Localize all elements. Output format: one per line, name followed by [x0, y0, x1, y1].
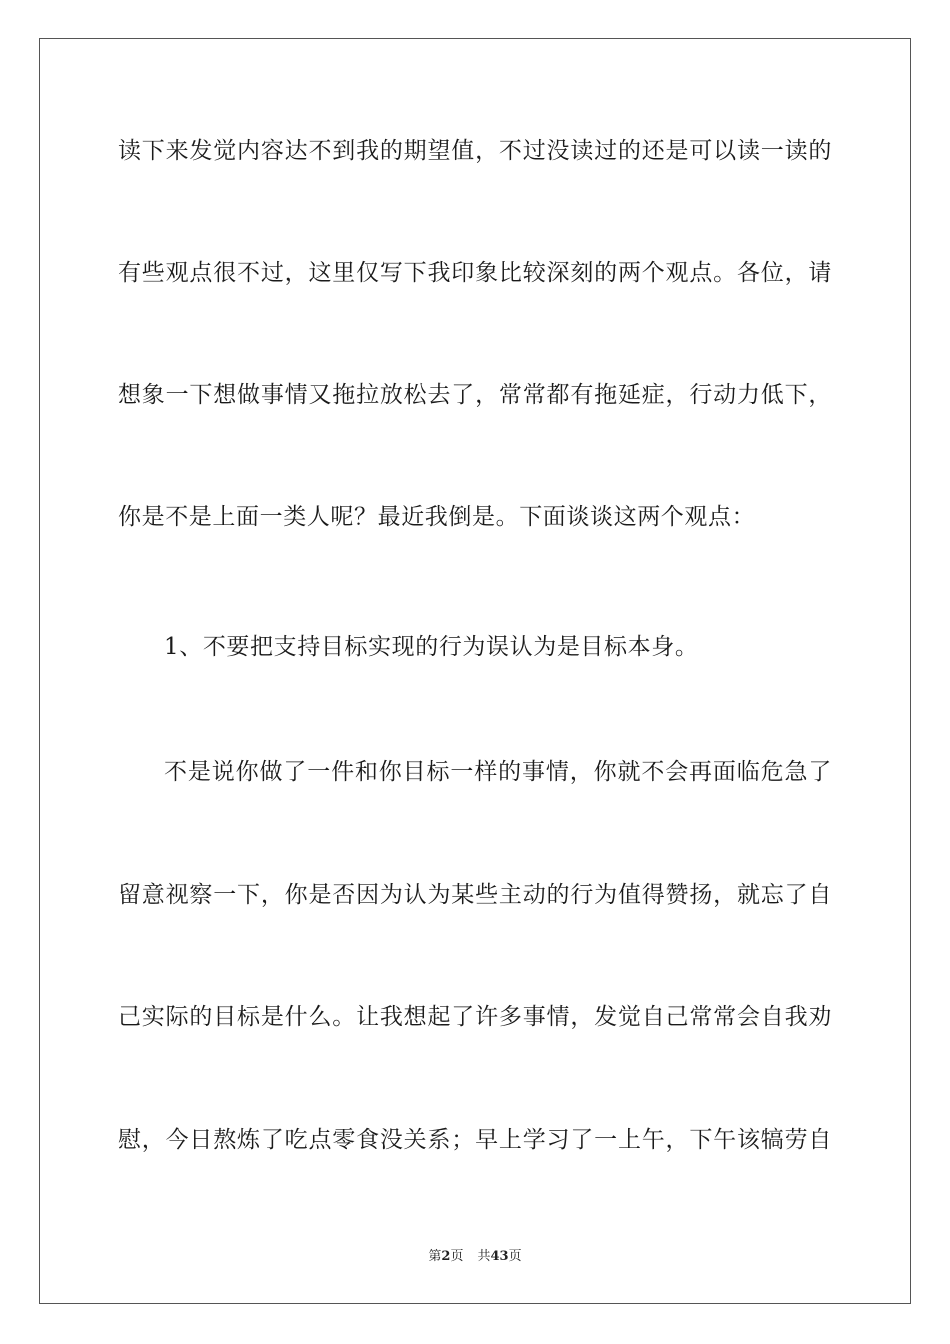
footer-page-suffix: 页: [450, 1249, 464, 1264]
footer-total-prefix: 共: [477, 1249, 491, 1264]
body-text-line-4: 你是不是上面一类人呢？最近我倒是。下面谈谈这两个观点：: [118, 504, 756, 530]
body-text-line-8: 己实际的目标是什么。让我想起了许多事情，发觉自己常常会自我劝: [118, 1004, 832, 1030]
body-text-line-9: 慰，今日熬炼了吃点零食没关系；早上学习了一上午，下午该犒劳自: [118, 1127, 832, 1153]
body-text-line-2: 有些观点很不过，这里仅写下我印象比较深刻的两个观点。各位，请: [118, 260, 832, 286]
body-text-line-3: 想象一下想做事情又拖拉放松去了，常常都有拖延症，行动力低下，: [118, 382, 832, 408]
footer-total-suffix: 页: [508, 1249, 522, 1264]
body-text-line-7: 留意视察一下，你是否因为认为某些主动的行为值得赞扬，就忘了自: [118, 882, 832, 908]
footer-page-prefix: 第: [428, 1249, 442, 1264]
body-text-line-6: 不是说你做了一件和你目标一样的事情，你就不会再面临危急了: [164, 759, 832, 785]
footer-page-number: 2: [441, 1249, 451, 1264]
footer-total-pages: 43: [490, 1249, 509, 1264]
page-footer: [0, 1248, 950, 1266]
body-text-line-1: 读下来发觉内容达不到我的期望值，不过没读过的还是可以读一读的: [118, 138, 832, 164]
page-border: [39, 38, 911, 1304]
body-text-line-5-heading: 1、不要把支持目标实现的行为误认为是目标本身。: [164, 634, 699, 660]
